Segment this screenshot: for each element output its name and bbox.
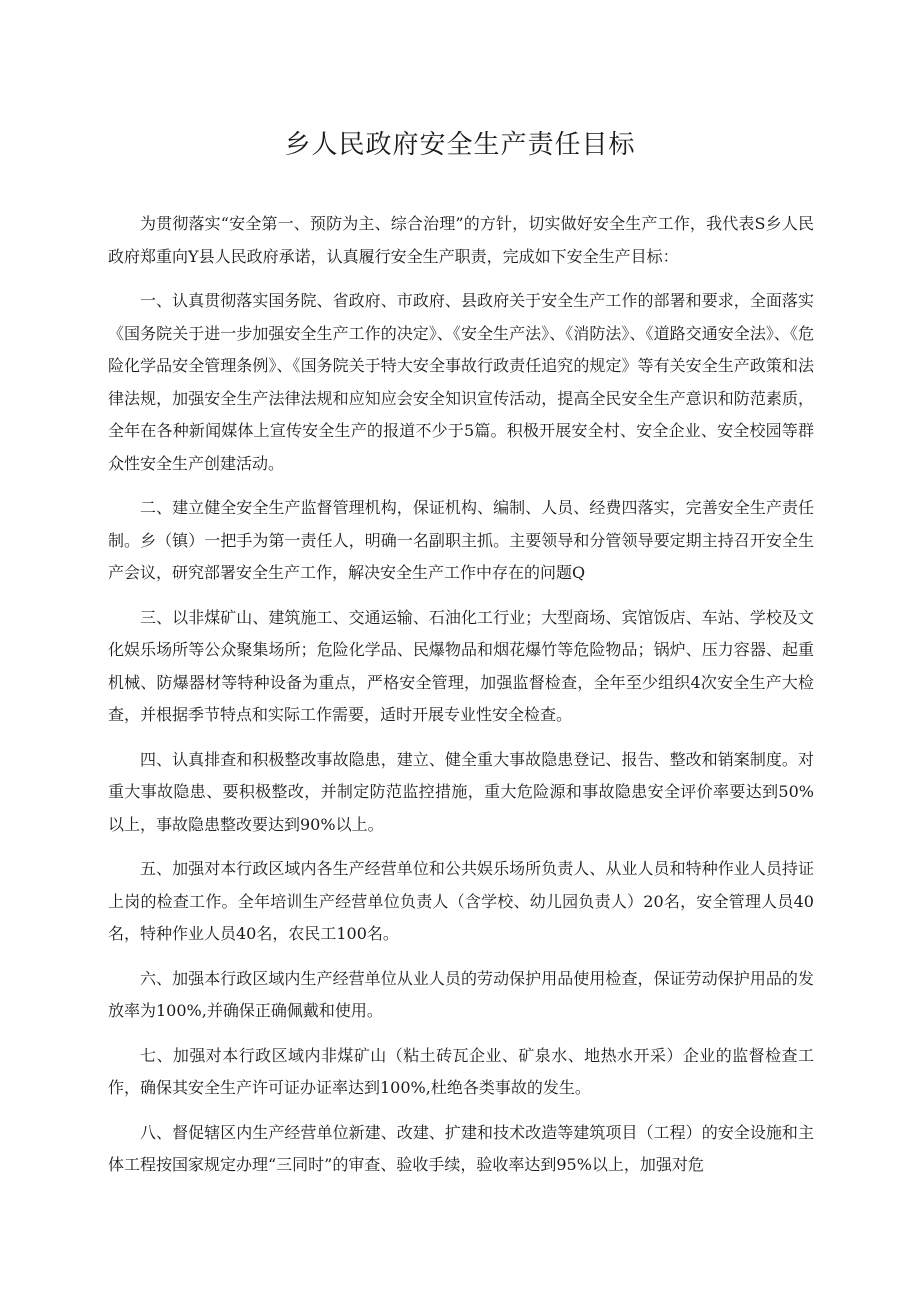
document-body bbox=[108, 208, 814, 1194]
item-1-paragraph: 一、认真贯彻落实国务院、省政府、市政府、县政府关于安全生产工作的部署和要求，全面落实《国务院关于进一步加强安全生产工作的决定》、《安全生产法》、《消防法》、《道路交通安全法》、《危险化学品安全管理条例》、《国务院关于特大安全事故行政责任追究的规定》等有关安全生产政策和法律法规，加强安全生产法律法规和应知应会安全知识宣传活动，提高全民安全生产意识和防范素质，全年在各种新闻媒体上宣传安全生产的报道不少于5篇。积极开展安全村、安全企业、安全校园等群众性安全生产创建活动。 bbox=[108, 291, 814, 473]
item-6-paragraph: 六、加强本行政区域内生产经营单位从业人员的劳动保护用品使用检查，保证劳动保护用品的发放率为100%,并确保正确佩戴和使用。 bbox=[108, 968, 814, 1020]
document-title: 乡人民政府安全生产责任目标 bbox=[284, 130, 636, 160]
item-2-paragraph: 二、建立健全安全生产监督管理机构，保证机构、编制、人员、经费四落实，完善安全生产责任制。乡（镇）一把手为第一责任人，明确一名副职主抓。主要领导和分管领导要定期主持召开安全生产会议，研究部署安全生产工作，解决安全生产工作中存在的问题Q bbox=[108, 498, 814, 582]
item-5-paragraph: 五、加强对本行政区域内各生产经营单位和公共娱乐场所负责人、从业人员和特种作业人员持证上岗的检查工作。全年培训生产经营单位负责人（含学校、幼儿园负责人）20名，安全管理人员40名，特种作业人员40名，农民工100名。 bbox=[108, 859, 814, 943]
item-8-paragraph: 八、督促辖区内生产经营单位新建、改建、扩建和技术改造等建筑项目（工程）的安全设施和主体工程按国家规定办理“三同时”的审查、验收手续，验收率达到95%以上，加强对危 bbox=[108, 1122, 814, 1174]
item-3-paragraph: 三、以非煤矿山、建筑施工、交通运输、石油化工行业；大型商场、宾馆饭店、车站、学校及文化娱乐场所等公众聚集场所；危险化学品、民爆物品和烟花爆竹等危险物品；锅炉、压力容器、起重机械、防爆器材等特种设备为重点，严格安全管理，加强监督检查，全年至少组织4次安全生产大检查，并根据季节特点和实际工作需要，适时开展专业性安全检查。 bbox=[108, 607, 814, 724]
item-4-paragraph: 四、认真排查和积极整改事故隐患，建立、健全重大事故隐患登记、报告、整改和销案制度。对重大事故隐患、要积极整改，并制定防范监控措施，重大危险源和事故隐患安全评价率要达到50%以上，事故隐患整改要达到90%以上。 bbox=[108, 749, 814, 834]
item-7-paragraph: 七、加强对本行政区域内非煤矿山（粘土砖瓦企业、矿泉水、地热水开采）企业的监督检查工作，确保其安全生产许可证办证率达到100%,杜绝各类事故的发生。 bbox=[108, 1045, 814, 1097]
intro-paragraph: 为贯彻落实“安全第一、预防为主、综合治理”的方针，切实做好安全生产工作，我代表S乡人民政府郑重向Y县人民政府承诺，认真履行安全生产职责，完成如下安全生产目标： bbox=[108, 214, 814, 266]
